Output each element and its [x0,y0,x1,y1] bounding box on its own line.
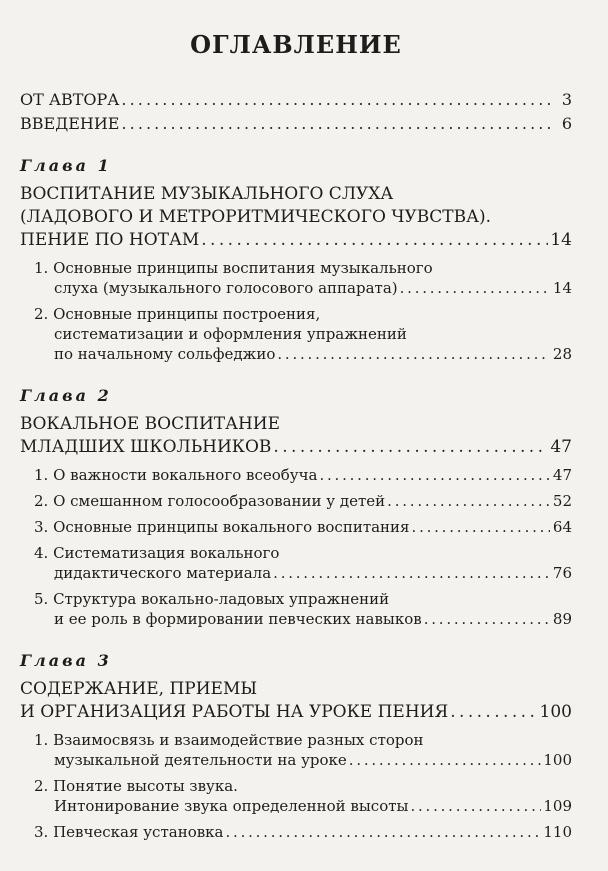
leader-dots [387,491,550,511]
page-number: 110 [543,823,572,841]
leader-dots [410,796,541,816]
chapter-title-line: И ОРГАНИЗАЦИЯ РАБОТЫ НА УРОКЕ ПЕНИЯ [20,702,449,722]
section-last-line [34,822,572,842]
page-number: 47 [550,437,572,457]
leader-dots [400,278,550,298]
chapter-title-line: ПЕНИЕ ПО НОТАМ [20,230,200,250]
leader-dots [121,113,550,134]
section-last-line [34,517,572,537]
page-number: 14 [550,230,572,250]
page-number: 6 [561,114,572,133]
section-line: 1. Основные принципы воспитания музыкального [34,259,433,277]
chapter-title-last-line [20,436,572,459]
leader-dots [273,436,548,459]
page-number: 100 [543,751,572,769]
section-entry [34,589,572,629]
chapter-title-line: (ЛАДОВОГО И МЕТРОРИТМИЧЕСКОГО ЧУВСТВА). [20,207,491,227]
chapter-title-last-line [20,701,572,724]
entry-label: ОТ АВТОРА [20,90,120,109]
page-number: 109 [543,797,572,815]
section-line: 3. Певческая установка [34,823,224,841]
section-line: слуха (музыкального голосового аппарата) [54,279,398,297]
section-entry [34,730,572,770]
leader-dots [349,750,542,770]
chapter-title-line: СОДЕРЖАНИЕ, ПРИЕМЫ [20,679,258,699]
section-entry [34,517,572,537]
chapter-title [20,183,572,252]
chapter-heading: Глава 3 [20,651,112,670]
section-line: Интонирование звука определенной высоты [54,797,409,815]
section-line: 1. О важности вокального всеобуча [34,466,318,484]
section-last-line [34,750,572,770]
section-line: систематизации и оформления упражнений [54,325,407,343]
chapter-title [20,678,572,724]
section-last-line [34,344,572,364]
toc-entry [20,113,572,134]
leader-dots [226,822,542,842]
page-number: 100 [539,702,572,722]
chapter-title-line: ВОСПИТАНИЕ МУЗЫКАЛЬНОГО СЛУХА [20,184,394,204]
page-title: ОГЛАВЛЕНИЕ [190,30,402,59]
section-last-line [34,278,572,298]
section-entry [34,465,572,485]
section-last-line [34,491,572,511]
section-line: 4. Систематизация вокального [34,544,280,562]
section-entry [34,304,572,364]
chapter-title-last-line [20,229,572,252]
chapter-heading: Глава 2 [20,386,112,405]
section-entry [34,258,572,298]
section-line: 5. Структура вокально-ладовых упражнений [34,590,390,608]
section-line: 2. Понятие высоты звука. [34,777,238,795]
section-entry [34,776,572,816]
toc-page [20,30,572,842]
page-number: 76 [552,564,572,582]
section-entry [34,543,572,583]
section-line: музыкальной деятельности на уроке [54,751,347,769]
section-last-line [34,609,572,629]
section-last-line [34,563,572,583]
leader-dots [319,465,550,485]
page-number: 89 [552,610,572,628]
section-entry [34,822,572,842]
section-last-line [34,465,572,485]
section-line: 1. Взаимосвязь и взаимодействие разных сторон [34,731,424,749]
section-line: и ее роль в формировании певческих навыков [54,610,422,628]
section-last-line [34,796,572,816]
leader-dots [201,229,548,252]
page-number: 28 [552,345,572,363]
section-entry [34,491,572,511]
section-line: 2. О смешанном голосообразовании у детей [34,492,386,510]
section-line: по начальному сольфеджио [54,345,276,363]
leader-dots [450,701,537,724]
leader-dots [277,344,550,364]
page-number: 3 [561,90,572,109]
leader-dots [121,89,550,110]
page-number: 47 [552,466,572,484]
section-line: 3. Основные принципы вокального воспитания [34,518,410,536]
page-number: 64 [552,518,572,536]
chapter-title [20,413,572,459]
leader-dots [273,563,550,583]
leader-dots [424,609,550,629]
section-line: дидактического материала [54,564,272,582]
page-number: 52 [552,492,572,510]
toc-entry [20,89,572,110]
chapter-heading: Глава 1 [20,156,112,175]
entry-label: ВВЕДЕНИЕ [20,114,120,133]
chapter-title-line: МЛАДШИХ ШКОЛЬНИКОВ [20,437,272,457]
chapter-title-line: ВОКАЛЬНОЕ ВОСПИТАНИЕ [20,414,281,434]
leader-dots [412,517,550,537]
page-number: 14 [552,279,572,297]
section-line: 2. Основные принципы построения, [34,305,321,323]
